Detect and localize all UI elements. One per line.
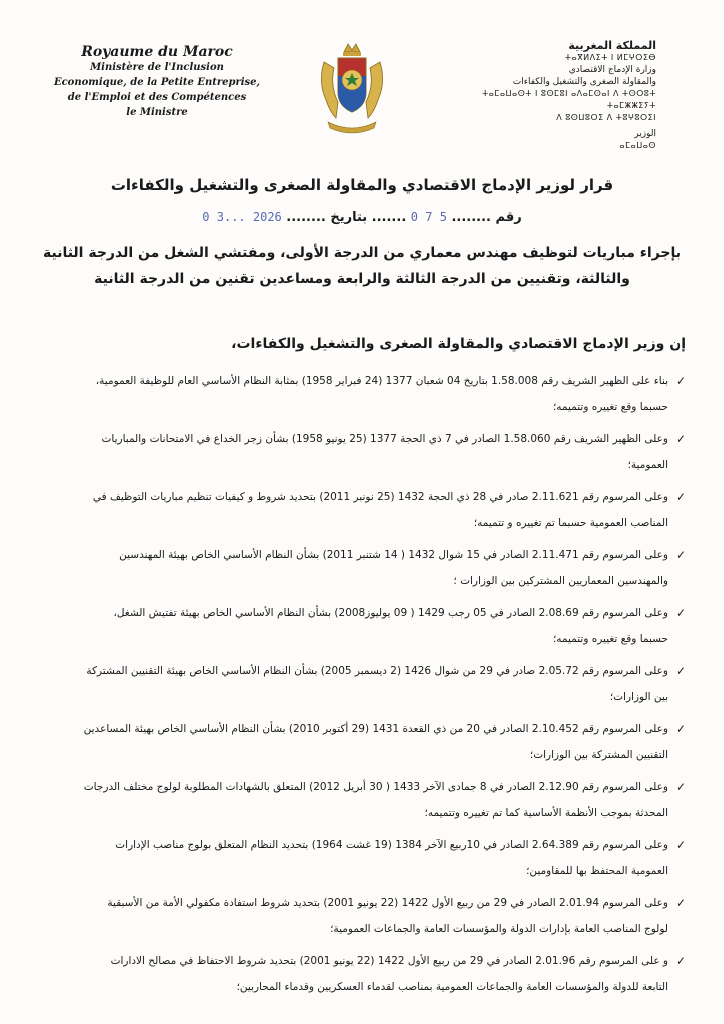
ministry-ar-1: وزارة الإدماج الاقتصادي (568, 65, 656, 75)
check-icon: ✓ (675, 374, 686, 388)
ministry-fr-2: Economique, de la Petite Entreprise, (53, 77, 261, 88)
check-icon: ✓ (675, 780, 686, 794)
header-arabic (456, 40, 656, 152)
list-item: ✓ وعلى الظهير الشريف رقم 1.58.060 الصادر في 7 ذي الحجة 1377 (25 يونيو 1958) بشأن زجر الخداع في الامتحانات والمباريات العمومية؛ (36, 426, 686, 484)
subject-line-2: والثالثة، وتقنيين من الدرجة الثالثة والرابعة ومساعدين تقنين من الدرجة الثانية (94, 271, 630, 287)
list-item: ✓ وعلى المرسوم رقم 2.11.621 صادر في 28 ذي الحجة 1432 (25 نونبر 2011) بتحديد شروط و كيفيات تنظيم مباريات التوظيف في المناصب العمومية حسبما تم تغييره و تتميمه؛ (36, 484, 686, 542)
list-item: ✓ وعلى المرسوم رقم 2.05.72 صادر في 29 من شوال 1426 (2 ديسمبر 2005) بشأن النظام الأساسي الخاص بهيئة التقنيين المشتركة بين الوزارات؛ (36, 658, 686, 716)
ministry-fr-1: Ministère de l'Inclusion (90, 62, 224, 73)
decree-title: قرار لوزير الإدماج الاقتصادي والمقاولة الصغرى والتشغيل والكفاءات (110, 176, 614, 194)
check-icon: ✓ (675, 432, 686, 446)
check-icon: ✓ (675, 954, 686, 968)
minister-intro: إن وزير الإدماج الاقتصادي والمقاولة الصغرى والتشغيل والكفاءات، (231, 336, 686, 352)
ministry-tif-1: ⵜⴰⵎⴰⵡⴰⵙⵜ ⵏ ⵓⵙⵎⵓⵏ ⴰⴷⴰⵎⵙⴰⵏ ⴷ ⵜⵙⵔⵓⵜ ⵜⴰⵎⵥⵥⵉⵢⵜ (482, 89, 656, 110)
list-item: ✓ وعلى المرسوم رقم 2.08.69 الصادر في 05 رجب 1429 ( 09 يوليوز2008) بشأن النظام الأساسي الخاص بهيئة تفتيش الشغل، حسبما وقع تغييره وتتميمه؛ (36, 600, 686, 658)
check-icon: ✓ (675, 490, 686, 504)
list-item: ✓ وعلى المرسوم رقم 2.64.389 الصادر في 10ربيع الآخر 1384 (19 غشت 1964) بتحديد النظام المتعلق بولوج مناصب الإدارات العمومية المحتفظ بها للمقاومين؛ (36, 832, 686, 890)
kingdom-tif: ⵜⴰⴳⵍⴷⵉⵜ ⵏ ⵍⵎⵖⵔⵉⴱ (564, 53, 656, 62)
ministry-ar-2: والمقاولة الصغرى والتشغيل والكفاءات (512, 77, 656, 87)
number-value: 5 7 0 (410, 210, 447, 224)
list-item: ✓ و على المرسوم رقم 2.01.96 الصادر في 29 من ربيع الأول 1422 (22 يونيو 2001) بتحديد شروط الاحتفاظ في مصالح الادارات التابعة للدولة والمؤسسات العامة والجماعات العمومية بمناصب لقدماء العسكريين وقدماء المحاربين؛ (36, 948, 686, 1006)
check-icon: ✓ (675, 896, 686, 910)
list-item: ✓ وعلى المرسوم رقم 2.10.452 الصادر في 20 من ذي القعدة 1431 (29 أكتوبر 2010) بشأن النظام الأساسي الخاص بهيئة المساعدين التقنيين المشتركة بين الوزارات؛ (36, 716, 686, 774)
kingdom-fr: Royaume du Maroc (81, 44, 233, 60)
ministry-fr-3: de l'Emploi et des Compétences (67, 92, 247, 103)
minister-ar: الوزير (634, 129, 656, 139)
coat-of-arms-icon (316, 42, 388, 136)
kingdom-ar: المملكة المغربية (568, 39, 656, 52)
minister-fr: le Ministre (126, 107, 188, 118)
list-item: ✓ وعلى المرسوم 2.01.94 الصادر في 29 من ربيع الأول 1422 (22 يونيو 2001) بتحديد شروط استفادة مكفولي الأمة من الأسبقية لولوج المناصب العامة بإدارات الدولة والمؤسسات العامة والجماعات العمومية؛ (36, 890, 686, 948)
check-icon: ✓ (675, 606, 686, 620)
ministry-tif-2: ⴷ ⵓⵙⵡⵓⵔⵉ ⴷ ⵜⵓⵖⵓⵔⵉⵏ (556, 113, 656, 122)
header-french (52, 44, 262, 120)
number-label: رقم (495, 210, 522, 225)
legal-references-list (36, 368, 686, 1006)
date-value: 2026 ...3 0 (202, 210, 282, 224)
minister-tif: ⴰⵎⴰⵡⴰⵙ (619, 141, 656, 150)
list-item: ✓ وعلى المرسوم رقم 2.11.471 الصادر في 15 شوال 1432 ( 14 شتنبر 2011) بشأن النظام الأساسي الخاص بهيئة المهندسين والمهندسين المعماريين المشتركين بين الوزارات ؛ (36, 542, 686, 600)
date-label: بتاريخ (330, 210, 368, 225)
decree-subject (40, 240, 684, 292)
check-icon: ✓ (675, 664, 686, 678)
list-item: ✓ بناء على الظهير الشريف رقم 1.58.008 بتاريخ 04 شعبان 1377 (24 فبراير 1958) بمثابة النظام الأساسي العام للوظيفة العمومية، حسبما وقع تغييره وتتميمه؛ (36, 368, 686, 426)
check-icon: ✓ (675, 838, 686, 852)
decree-number-line: رقم ........ 5 7 0 ....... بتاريخ ........ 2026 ...3 0 (202, 210, 522, 225)
subject-line-1: بإجراء مباريات لتوظيف مهندس معماري من الدرجة الأولى، ومفتشي الشغل من الدرجة الثانية (42, 245, 682, 261)
list-item: ✓ وعلى المرسوم رقم 2.12.90 الصادر في 8 جمادى الآخر 1433 ( 30 أبريل 2012) المتعلق بالشهادات المطلوبة لولوج مختلف الدرجات المحدثة بموجب الأنظمة الأساسية كما تم تغييره وتتميمه؛ (36, 774, 686, 832)
check-icon: ✓ (675, 548, 686, 562)
check-icon: ✓ (675, 722, 686, 736)
